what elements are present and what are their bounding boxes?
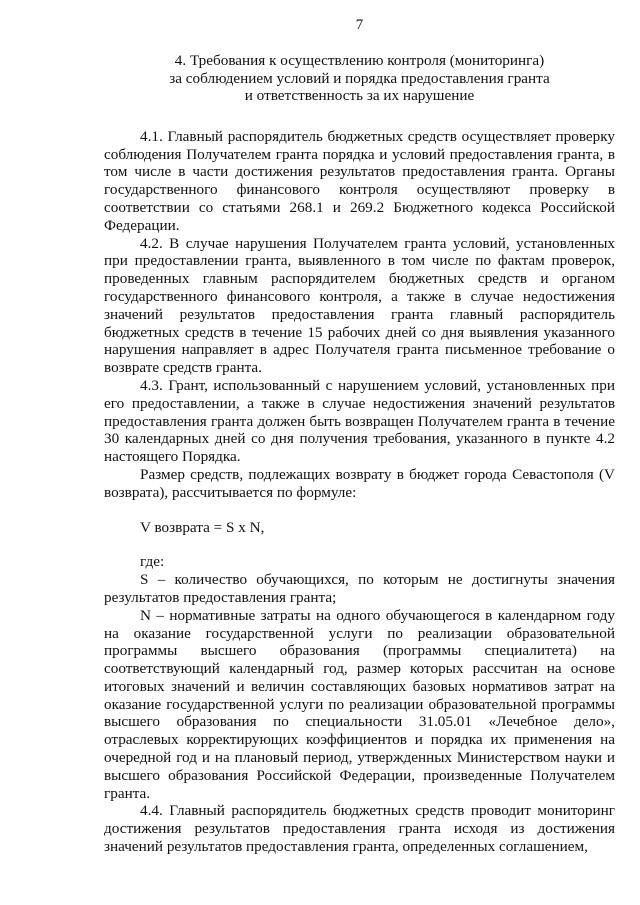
- page-number: 7: [355, 17, 364, 33]
- paragraph-4-1: 4.1. Главный распорядитель бюджетных средств осуществляет проверку соблюдения Получателем гранта порядка и условий предоставления гранта, в том числе в части достижения результатов предоставления гранта. Органы государственного финансового контроля осуществляют проверку в соответствии со статьями 268.1 и 269.2 Бюджетного кодекса Российской Федерации.: [104, 127, 615, 234]
- formula-where-label: где:: [140, 553, 165, 571]
- paragraph-4-4: 4.4. Главный распорядитель бюджетных средств проводит мониторинг достижения результатов предоставления гранта исходя из достижения значений результатов предоставления гранта, определенных соглашением,: [104, 802, 615, 856]
- paragraph-4-3: 4.3. Грант, использованный с нарушением условий, установленных при его предоставлении, а также в случае недостижения значений результатов предоставления гранта должен быть возвращен Получателем гранта в течение 30 календарных дней со дня получения требования, указанного в пункте 4.2 настоящего Порядка.: [104, 376, 615, 466]
- document-page: [104, 16, 615, 856]
- paragraph-n-definition: N – нормативные затраты на одного обучающегося в календарном году на оказание государственной услуги по реализации образовательной программы высшего образования (программы специалитета) на соответствующий календарный год, размер которых рассчитан на основе итоговых значений и величин составляющих базовых нормативов затрат на оказание государственной услуги по реализации образовательной программы высшего образования по специальности 31.05.01 «Лечебное дело», отраслевых корректирующих коэффициентов и порядка их применения на очередной год и на плановый период, утвержденных Министерством науки и высшего образования Российской Федерации, произведенные Получателем гранта.: [104, 606, 615, 802]
- paragraph-s-definition: S – количество обучающихся, по которым не достигнуты значения результатов предоставления гранта;: [104, 571, 615, 606]
- refund-formula: V возврата = S x N,: [140, 518, 265, 536]
- section-heading-line-3: и ответственность за их нарушение: [244, 87, 475, 105]
- section-heading-line-1: 4. Требования к осуществлению контроля (мониторинга): [174, 52, 545, 69]
- paragraph-4-2: 4.2. В случае нарушения Получателем гранта условий, установленных при предоставлении гранта, выявленного в том числе по фактам проверок, проведенных главным распорядителем бюджетных средств и органом государственного финансового контроля, а также в случае недостижения значений результатов предоставления гранта главный распорядитель бюджетных средств в течение 15 рабочих дней со дня выявления указанного нарушения направляет в адрес Получателя гранта письменное требование о возврате средств гранта.: [104, 234, 615, 377]
- section-heading-line-2: за соблюдением условий и порядка предоставления гранта: [169, 69, 550, 87]
- section-heading: [104, 52, 615, 105]
- paragraph-refund-size: Размер средств, подлежащих возврату в бюджет города Севастополя (V возврата), рассчитывается по формуле:: [104, 465, 615, 501]
